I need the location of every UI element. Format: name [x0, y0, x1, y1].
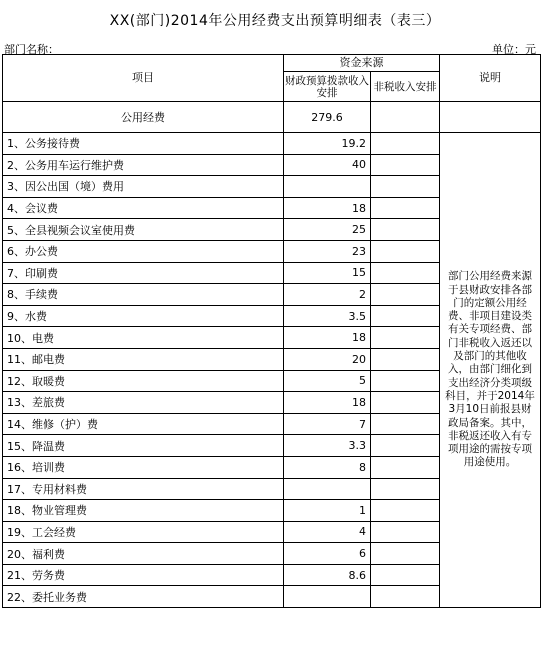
row-item-label: 14、维修（护）费 — [3, 413, 284, 435]
row-fiscal-amount: 18 — [284, 197, 371, 219]
row-item-label: 21、劳务费 — [3, 564, 284, 586]
row-fiscal-amount: 4 — [284, 521, 371, 543]
row-nontax-amount — [371, 413, 440, 435]
row-nontax-amount — [371, 262, 440, 284]
row-item-label: 1、公务接待费 — [3, 133, 284, 155]
row-nontax-amount — [371, 284, 440, 306]
total-label: 公用经费 — [3, 102, 284, 133]
row-nontax-amount — [371, 133, 440, 155]
row-nontax-amount — [371, 176, 440, 198]
row-fiscal-amount: 40 — [284, 154, 371, 176]
table-row — [3, 133, 541, 155]
row-nontax-amount — [371, 197, 440, 219]
row-nontax-amount — [371, 435, 440, 457]
row-item-label: 7、印刷费 — [3, 262, 284, 284]
row-item-label: 22、委托业务费 — [3, 586, 284, 608]
row-item-label: 11、邮电费 — [3, 348, 284, 370]
row-fiscal-amount: 19.2 — [284, 133, 371, 155]
dept-name-label: 部门名称： — [4, 43, 59, 56]
row-nontax-amount — [371, 543, 440, 565]
row-nontax-amount — [371, 154, 440, 176]
row-item-label: 6、办公费 — [3, 240, 284, 262]
row-fiscal-amount — [284, 176, 371, 198]
row-nontax-amount — [371, 456, 440, 478]
row-nontax-amount — [371, 521, 440, 543]
row-item-label: 3、因公出国（境）费用 — [3, 176, 284, 198]
row-nontax-amount — [371, 392, 440, 414]
row-nontax-amount — [371, 327, 440, 349]
row-item-label: 16、培训费 — [3, 456, 284, 478]
row-item-label: 5、全县视频会议室使用费 — [3, 219, 284, 241]
row-nontax-amount — [371, 240, 440, 262]
row-fiscal-amount: 6 — [284, 543, 371, 565]
row-item-label: 18、物业管理费 — [3, 500, 284, 522]
budget-table — [2, 54, 541, 608]
row-fiscal-amount: 3.5 — [284, 305, 371, 327]
row-fiscal-amount: 23 — [284, 240, 371, 262]
header-nontax: 非税收入安排 — [371, 72, 440, 102]
row-item-label: 19、工会经费 — [3, 521, 284, 543]
row-fiscal-amount: 1 — [284, 500, 371, 522]
total-row — [3, 102, 541, 133]
explanation-text: 部门公用经费来源于县财政安排各部门的定额公用经费、非项目建设类有关专项经费、部门非税收入返还以及部门的其他收入，由部门细化到支出经济分类项级科目，并于2014年3月10日前报县财政局备案。其中，非税返还收入有专项用途的需按专项用途使用。 — [440, 133, 541, 608]
row-nontax-amount — [371, 370, 440, 392]
page-title: XX(部门)2014年公用经费支出预算明细表（表三） — [109, 13, 441, 29]
row-item-label: 8、手续费 — [3, 284, 284, 306]
header-fiscal: 财政预算拨款收入安排 — [284, 72, 371, 102]
row-fiscal-amount: 8.6 — [284, 564, 371, 586]
row-item-label: 12、取暖费 — [3, 370, 284, 392]
row-item-label: 4、会议费 — [3, 197, 284, 219]
row-fiscal-amount: 8 — [284, 456, 371, 478]
unit-label: 单位：元 — [492, 43, 536, 56]
row-fiscal-amount: 7 — [284, 413, 371, 435]
row-nontax-amount — [371, 586, 440, 608]
total-nontax — [371, 102, 440, 133]
row-nontax-amount — [371, 305, 440, 327]
total-fiscal: 279.6 — [284, 102, 371, 133]
row-fiscal-amount — [284, 478, 371, 500]
row-item-label: 15、降温费 — [3, 435, 284, 457]
row-item-label: 2、公务用车运行维护费 — [3, 154, 284, 176]
header-explanation: 说明 — [440, 55, 541, 102]
row-fiscal-amount: 2 — [284, 284, 371, 306]
row-fiscal-amount: 5 — [284, 370, 371, 392]
row-fiscal-amount: 15 — [284, 262, 371, 284]
row-nontax-amount — [371, 478, 440, 500]
header-item: 项目 — [3, 55, 284, 102]
row-fiscal-amount: 18 — [284, 327, 371, 349]
row-nontax-amount — [371, 348, 440, 370]
row-fiscal-amount: 18 — [284, 392, 371, 414]
row-fiscal-amount: 25 — [284, 219, 371, 241]
row-nontax-amount — [371, 219, 440, 241]
header-funding-source: 资金来源 — [284, 55, 440, 72]
row-item-label: 9、水费 — [3, 305, 284, 327]
row-nontax-amount — [371, 564, 440, 586]
row-item-label: 17、专用材料费 — [3, 478, 284, 500]
row-fiscal-amount — [284, 586, 371, 608]
row-item-label: 10、电费 — [3, 327, 284, 349]
total-explanation — [440, 102, 541, 133]
row-nontax-amount — [371, 500, 440, 522]
row-fiscal-amount: 20 — [284, 348, 371, 370]
row-fiscal-amount: 3.3 — [284, 435, 371, 457]
row-item-label: 20、福利费 — [3, 543, 284, 565]
row-item-label: 13、差旅费 — [3, 392, 284, 414]
